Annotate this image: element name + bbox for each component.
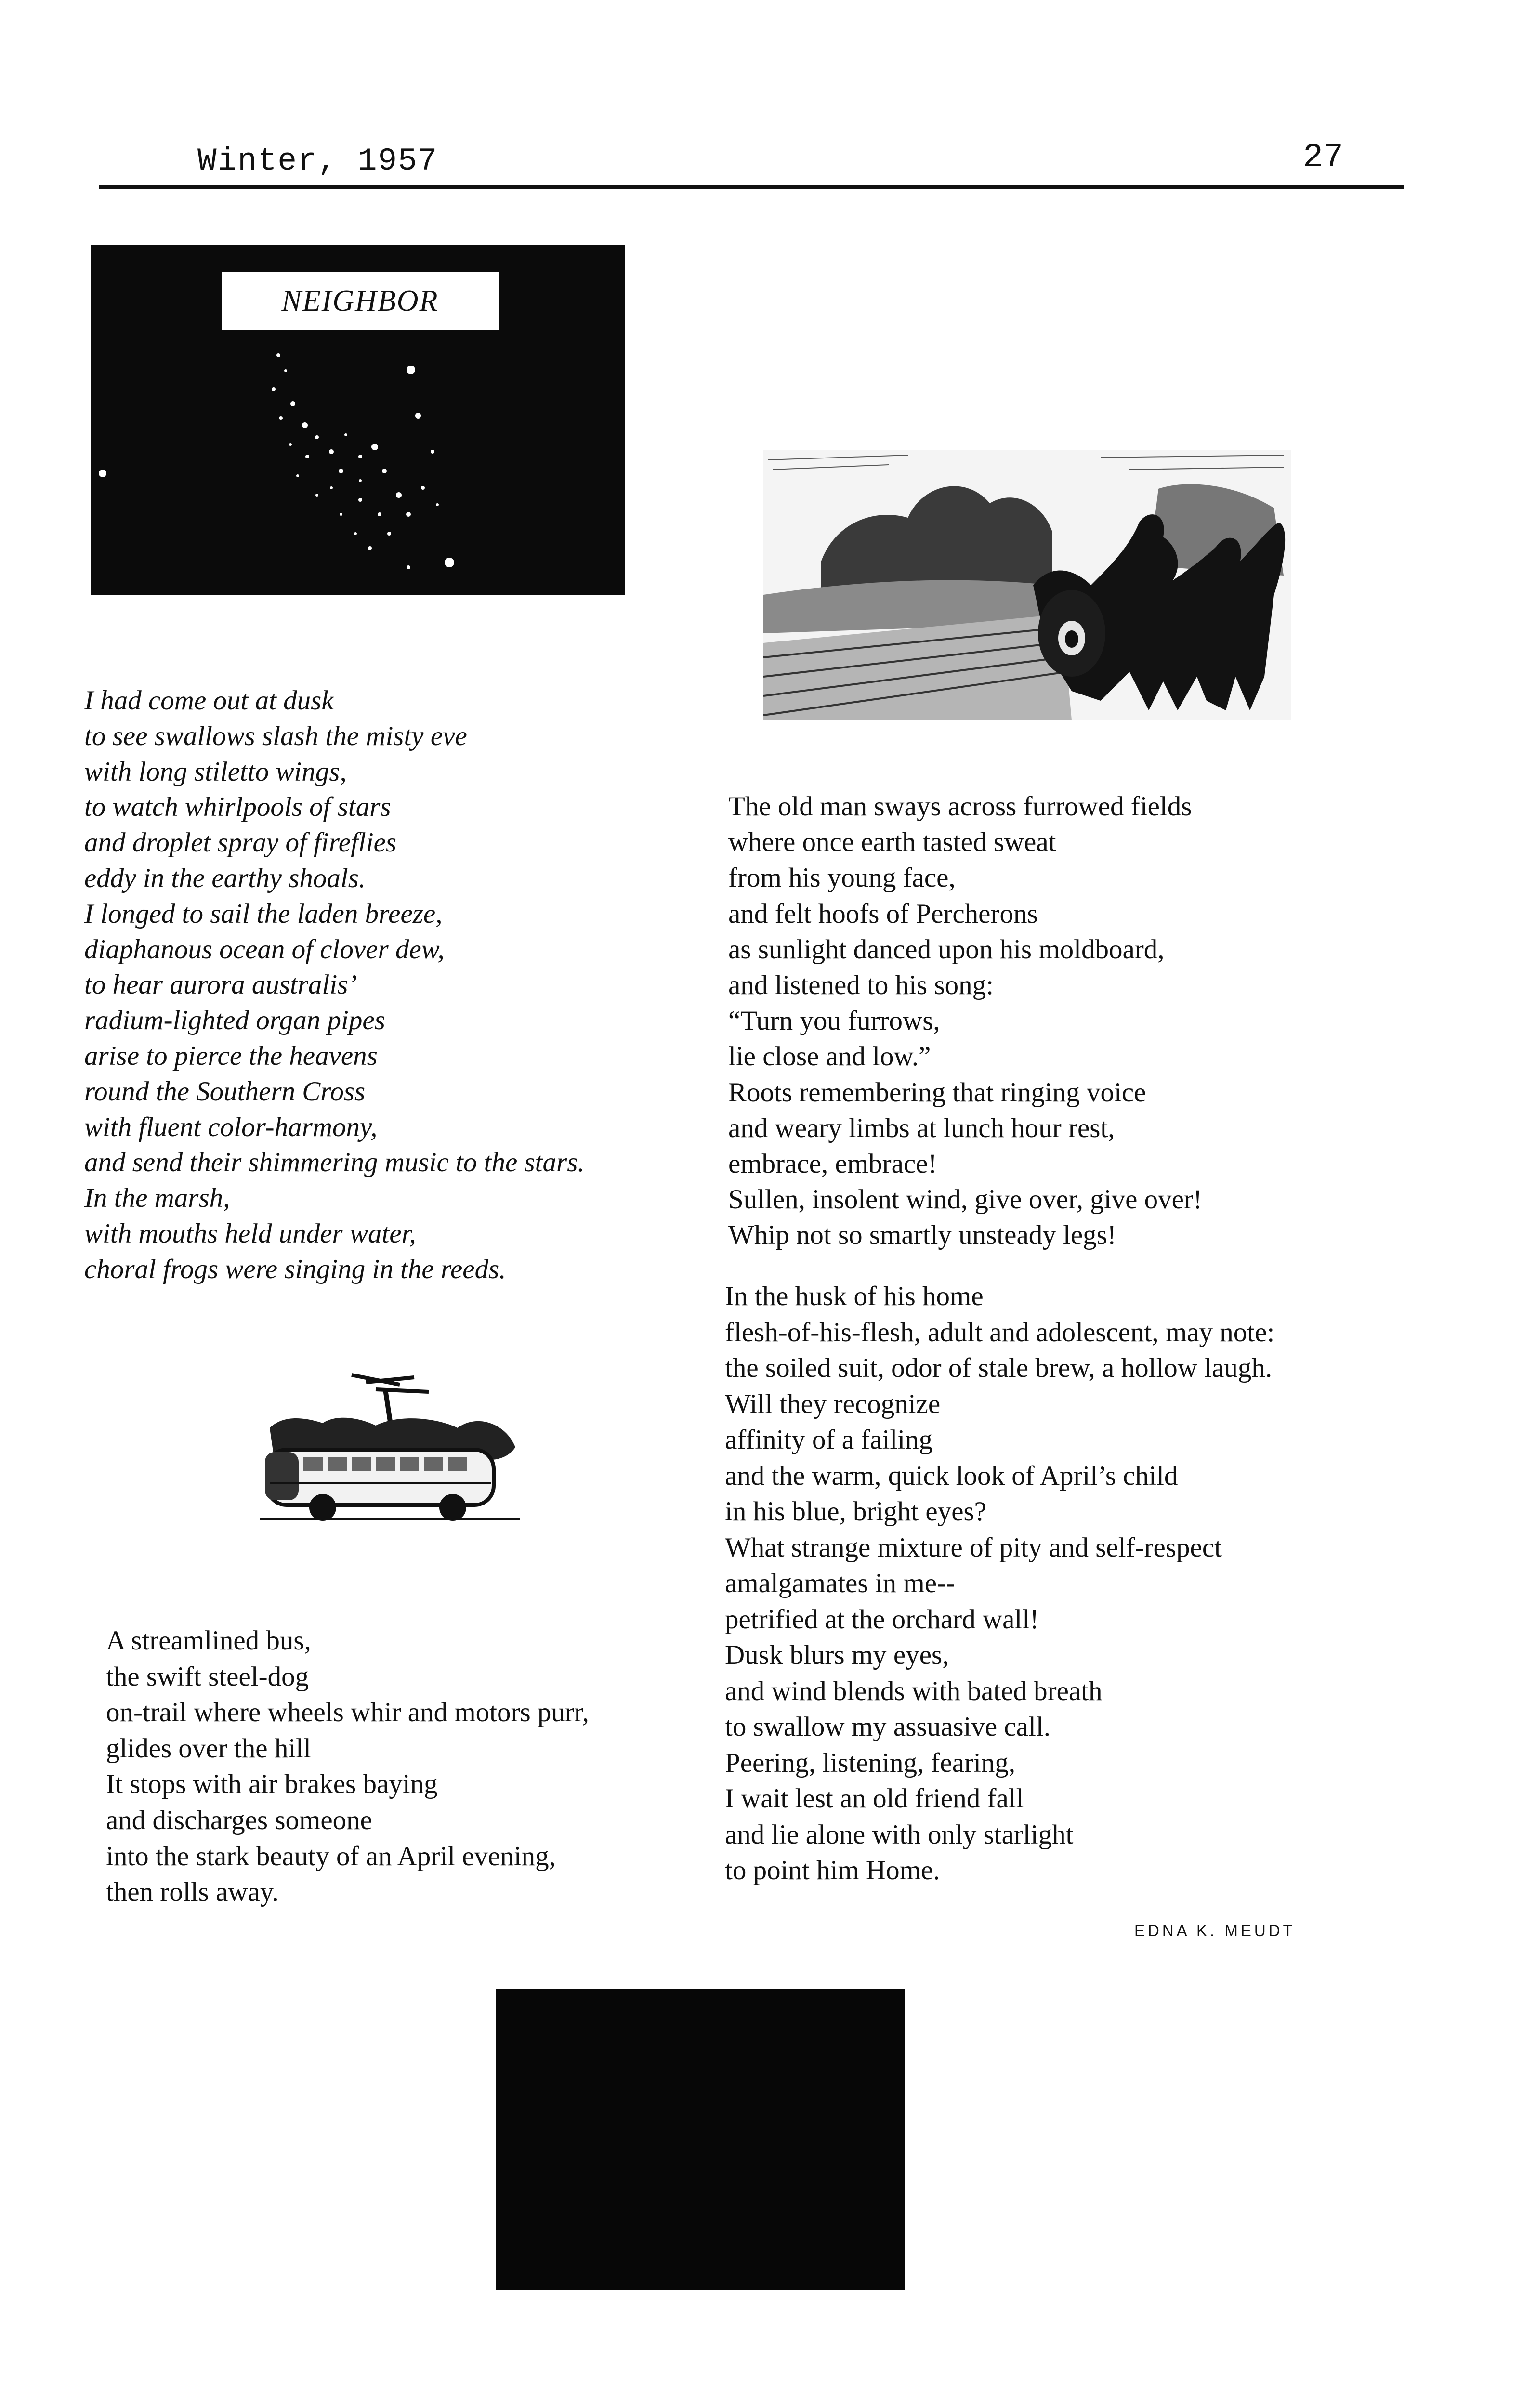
poem-line: with long stiletto wings, — [84, 756, 347, 787]
poem-line: and the warm, quick look of April’s child — [725, 1460, 1178, 1491]
poem-line: from his young face, — [728, 863, 956, 893]
poem-line: I longed to sail the laden breeze, — [84, 898, 443, 929]
bus-icon — [255, 1370, 525, 1529]
black-illustration-block — [496, 1989, 905, 2290]
poem-line: to watch whirlpools of stars — [84, 792, 391, 823]
poem-title: NEIGHBOR — [222, 272, 499, 330]
poem-line: Will they recognize — [725, 1388, 941, 1419]
poem-line: It stops with air brakes baying — [106, 1769, 438, 1800]
author-signature: EDNA K. MEUDT — [1134, 1922, 1296, 1939]
poem-line: Peering, listening, fearing, — [725, 1747, 1016, 1778]
poem-line: “Turn you furrows, — [728, 1006, 940, 1036]
poem-stanza-4 — [725, 1279, 1274, 1889]
poem-line: and weary limbs at lunch hour rest, — [728, 1112, 1115, 1143]
poem-line: the swift steel-dog — [106, 1661, 309, 1692]
poem-line: with mouths held under water, — [84, 1218, 416, 1249]
poem-line: flesh-of-his-flesh, adult and adolescent, may note: — [725, 1317, 1275, 1348]
poem-line: and felt hoofs of Percherons — [728, 898, 1038, 929]
poem-line: lie close and low.” — [728, 1041, 931, 1072]
poem-line: with fluent color-harmony, — [84, 1112, 378, 1142]
poem-line: A streamlined bus, — [106, 1625, 311, 1656]
poem-line: on-trail where wheels whir and motors purr, — [106, 1697, 589, 1728]
poem-line: arise to pierce the heavens — [84, 1040, 378, 1071]
poem-line: In the husk of his home — [725, 1281, 984, 1311]
poem-line: What strange mixture of pity and self-respect — [725, 1532, 1222, 1563]
poem-line: into the stark beauty of an April evening, — [106, 1841, 556, 1871]
poem-line: glides over the hill — [106, 1733, 311, 1764]
poem-line: In the marsh, — [84, 1183, 230, 1214]
poem-line: to see swallows slash the misty eve — [84, 720, 467, 751]
poem-line: eddy in the earthy shoals. — [84, 863, 366, 893]
poem-line: and lie alone with only starlight — [725, 1819, 1074, 1850]
header-rule — [99, 185, 1404, 189]
poem-line: and wind blends with bated breath — [725, 1675, 1103, 1706]
poem-line: and discharges someone — [106, 1805, 372, 1835]
bus-illustration — [255, 1370, 525, 1529]
poem-line: amalgamates in me-- — [725, 1568, 955, 1598]
poem-line: then rolls away. — [106, 1877, 279, 1908]
poem-line: to point him Home. — [725, 1855, 940, 1885]
poem-line: Whip not so smartly unsteady legs! — [728, 1220, 1116, 1251]
poem-line: The old man sways across furrowed fields — [728, 791, 1192, 822]
poem-line: round the Southern Cross — [84, 1076, 366, 1107]
poem-line: as sunlight danced upon his moldboard, — [728, 934, 1165, 965]
poem-line: to hear aurora australis’ — [84, 969, 357, 1000]
poem-line: and send their shimmering music to the stars. — [84, 1147, 585, 1178]
horse-team-icon — [763, 450, 1291, 720]
horse-team-illustration — [763, 450, 1291, 720]
poem-line: I had come out at dusk — [84, 685, 334, 716]
poem-stanza-3 — [728, 789, 1202, 1254]
poem-line: and droplet spray of fireflies — [84, 827, 397, 858]
poem-stanza-1 — [84, 683, 585, 1287]
poem-line: affinity of a failing — [725, 1425, 933, 1455]
poem-line: I wait lest an old friend fall — [725, 1783, 1024, 1814]
poem-line: radium-lighted organ pipes — [84, 1005, 385, 1036]
poem-line: petrified at the orchard wall! — [725, 1604, 1039, 1635]
poem-line: Sullen, insolent wind, give over, give over! — [728, 1184, 1202, 1215]
poem-line: diaphanous ocean of clover dew, — [84, 934, 445, 965]
running-header: Winter, 1957 — [197, 143, 438, 179]
poem-line: in his blue, bright eyes? — [725, 1496, 986, 1527]
poem-line: to swallow my assuasive call. — [725, 1712, 1050, 1742]
poem-line: Roots remembering that ringing voice — [728, 1077, 1146, 1108]
poem-line: where once earth tasted sweat — [728, 827, 1056, 858]
poem-line: and listened to his song: — [728, 970, 994, 1001]
poem-line: choral frogs were singing in the reeds. — [84, 1254, 506, 1284]
poem-line: the soiled suit, odor of stale brew, a hollow laugh. — [725, 1353, 1273, 1383]
poem-stanza-2 — [106, 1623, 589, 1911]
page-number: 27 — [1303, 139, 1344, 177]
poem-line: embrace, embrace! — [728, 1149, 937, 1179]
poem-line: Dusk blurs my eyes, — [725, 1640, 949, 1670]
